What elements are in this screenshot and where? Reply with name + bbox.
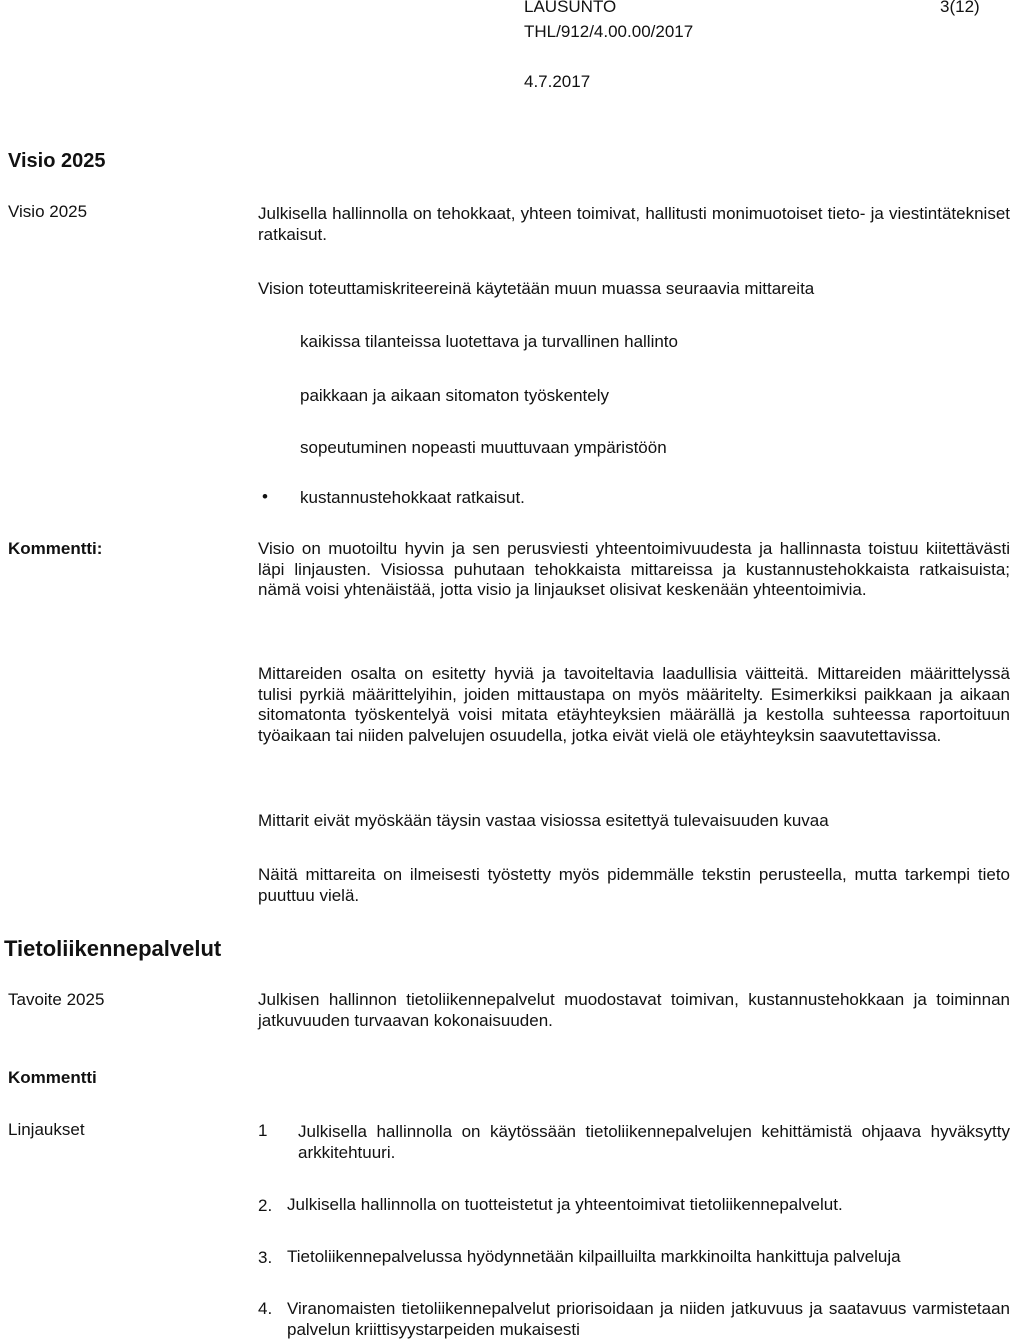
linjaus-number: 3. [258,1248,273,1267]
linjaus-text: Julkisella hallinnolla on käytössään tietoliikennepalvelujen kehittämistä ohjaava hyväksytty arkkitehtuuri. [298,1122,1010,1162]
comment-paragraph: Mittareiden osalta on esitetty hyviä ja tavoiteltavia laadullisia väitteitä. Mittareiden määrittelyssä tulisi pyrkiä määrittelyihin, joiden mittaustapa on myös määritelty. Esimerkiksi paikkaan ja aikaan sitomatonta työskentelyä voisi mitata etäyhteyksien määrällä ja kestolla suhteessa raportoituun työaikaan tai niiden palvelujen osuudella, jotka eivät vielä ole etäyhteyksin saavutettavissa. [258,664,1010,745]
page-number: 3(12) [940,0,980,16]
linjaus-text: Tietoliikennepalvelussa hyödynnetään kilpailluilta markkinoilta hankittuja palveluja [287,1247,901,1266]
criteria-item: sopeutuminen nopeasti muuttuvaan ympäristöön [300,438,667,457]
section-heading-tietoliikenne: Tietoliikennepalvelut [4,936,222,961]
document-date: 4.7.2017 [524,72,591,91]
tavoite-label: Tavoite 2025 [8,990,105,1009]
comment-paragraph: Mittarit eivät myöskään täysin vastaa visiossa esitettyä tulevaisuuden kuvaa [258,811,829,830]
linjaus-number: 2. [258,1196,273,1215]
linjaus-text: Julkisella hallinnolla on tuotteistetut ja yhteentoimivat tietoliikennepalvelut. [287,1195,843,1214]
linjaus-number: 1 [258,1121,268,1140]
kommentti-label: Kommentti: [8,539,103,558]
comment-paragraph: Visio on muotoiltu hyvin ja sen perusviesti yhteentoimivuudesta ja hallinnasta toistuu kiitettävästi läpi linjausten. Visiossa puhutaan tehokkaista mittareissa ja kustannustehokkaista ratkaisuista; nämä voisi yhtenäistää, jotta visio ja linjaukset olisivat keskenään yhteentoimivia. [258,539,1010,599]
section-heading-visio: Visio 2025 [8,150,106,172]
visio-label: Visio 2025 [8,202,88,221]
comment-paragraph: Näitä mittareita on ilmeisesti työstetty myös pidemmälle tekstin perusteella, mutta tarkempi tieto puuttuu vielä. [258,865,1010,905]
doc-type: LAUSUNTO [524,0,617,16]
visio-text: Julkisella hallinnolla on tehokkaat, yhteen toimivat, hallitusti monimuotoiset tieto- ja viestintätekniset ratkaisut. [258,204,1010,244]
criteria-item: kustannustehokkaat ratkaisut. [300,488,525,507]
linjaukset-label: Linjaukset [8,1120,85,1139]
kommentti-label-2: Kommentti [8,1068,97,1087]
criteria-intro: Vision toteuttamiskriteereinä käytetään muun muassa seuraavia mittareita [258,279,815,298]
linjaus-text: Viranomaisten tietoliikennepalvelut priorisoidaan ja niiden jatkuvuus ja saatavuus varmistetaan palvelun kriittisyystarpeiden mukaisesti [287,1299,1010,1339]
bullet-icon: • [262,487,268,506]
reference-number: THL/912/4.00.00/2017 [524,22,694,41]
tavoite-text: Julkisen hallinnon tietoliikennepalvelut muodostavat toimivan, kustannustehokkaan ja toiminnan jatkuvuuden turvaavan kokonaisuuden. [258,990,1010,1030]
criteria-item: paikkaan ja aikaan sitomaton työskentely [300,386,610,405]
linjaus-number: 4. [258,1299,273,1318]
criteria-item: kaikissa tilanteissa luotettava ja turvallinen hallinto [300,332,678,351]
